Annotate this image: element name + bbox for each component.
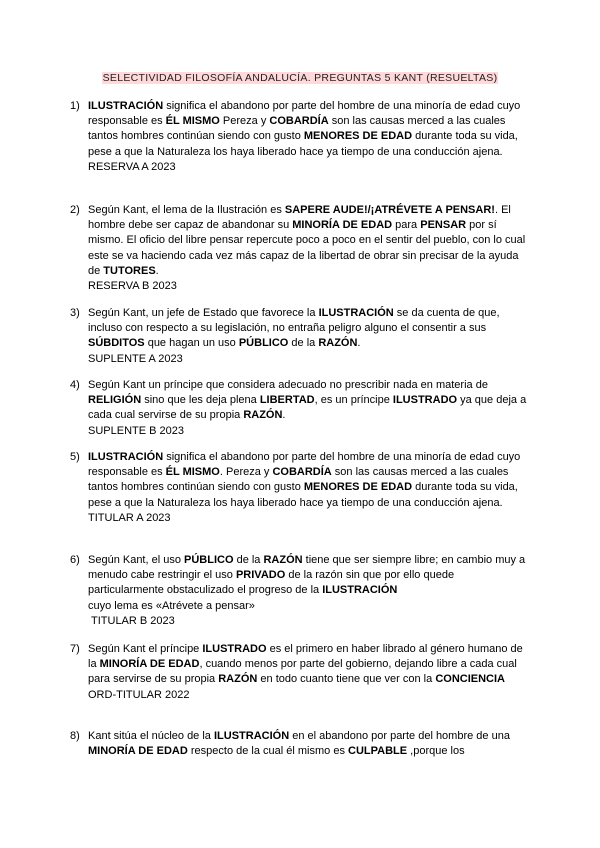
question-2: 2) Según Kant, el lema de la Ilustración es SAPERE AUDE!/¡ATRÉVETE A PENSAR!. El hombre debe ser capaz de abandonar su MINORÍA DE EDAD para PENSAR por sí mismo. El oficio del libre pensar repercute poco a poco en el sentir del pueblo, con lo cual este se va haciendo cada vez más capaz de la libertad de obrar sin precisar de la ayuda de TUTORES. RESERVA B 2023 xyxy=(88,203,528,294)
question-3: 3) Según Kant, un jefe de Estado que favorece la ILUSTRACIÓN se da cuenta de que, incluso con respecto a su legislación, no entraña peligro alguno el consentir a sus SÚBDITOS que hagan un uso PÚBLICO de la RAZÓN. SUPLENTE A 2023 xyxy=(88,306,528,367)
question-8: 8) Kant sitúa el núcleo de la ILUSTRACIÓN en el abandono por parte del hombre de una MINORÍA DE EDAD respecto de la cual él mismo es CULPABLE ,porque los xyxy=(70,730,510,758)
document-title: SELECTIVIDAD FILOSOFÍA ANDALUCÍA. PREGUNTAS 5 KANT (RESUELTAS) xyxy=(102,72,498,84)
question-source: RESERVA B 2023 xyxy=(88,280,177,293)
question-source: SUPLENTE B 2023 xyxy=(88,424,184,437)
question-5: 5) ILUSTRACIÓN significa el abandono por parte del hombre de una minoría de edad cuyo responsable es ÉL MISMO. Pereza y COBARDÍA son las causas merced a las cuales tantos hombres continúan siendo con gusto MENORES DE EDAD durante toda su vida, pese a que la Naturaleza los haya liberado hace ya tiempo de una conducción ajena. TITULAR A 2023 xyxy=(88,450,528,526)
question-source: SUPLENTE A 2023 xyxy=(88,352,183,365)
question-source: TITULAR B 2023 xyxy=(91,614,175,627)
question-source: TITULAR A 2023 xyxy=(88,511,171,524)
question-7: 7) Según Kant el príncipe ILUSTRADO es el primero en haber librado al género humano de la MINORÍA DE EDAD, cuando menos por parte del gobierno, dejando libre a cada cual para servirse de su propia RAZÓN en todo cuanto tiene que ver con la CONCIENCIA ORD-TITULAR 2022 xyxy=(88,642,528,703)
question-source: RESERVA A 2023 xyxy=(88,160,176,173)
question-6: 6) Según Kant, el uso PÚBLICO de la RAZÓN tiene que ser siempre libre; en cambio muy a menudo cabe restringir el uso PRIVADO de la razón sin que por ello quede particularmente obstaculizado el progreso de la ILUSTRACIÓN cuyo lema es «Atrévete a pensar» TITULAR B 2023 xyxy=(88,553,528,629)
question-source: ORD-TITULAR 2022 xyxy=(88,688,190,701)
question-4: 4) Según Kant un príncipe que considera adecuado no prescribir nada en materia de RELIGIÓN sino que les deja plena LIBERTAD, es un príncipe ILUSTRADO ya que deja a cada cual servirse de su propia RAZÓN. SUPLENTE B 2023 xyxy=(88,378,528,439)
question-note: cuyo lema es «Atrévete a pensar» xyxy=(88,599,255,612)
question-1: 1) ILUSTRACIÓN significa el abandono por parte del hombre de una minoría de edad cuyo responsable es ÉL MISMO Pereza y COBARDÍA son las causas merced a las cuales tantos hombres continúan siendo con gusto MENORES DE EDAD durante toda su vida, pese a que la Naturaleza los haya liberado hace ya tiempo de una conducción ajena. RESERVA A 2023 xyxy=(88,99,528,175)
